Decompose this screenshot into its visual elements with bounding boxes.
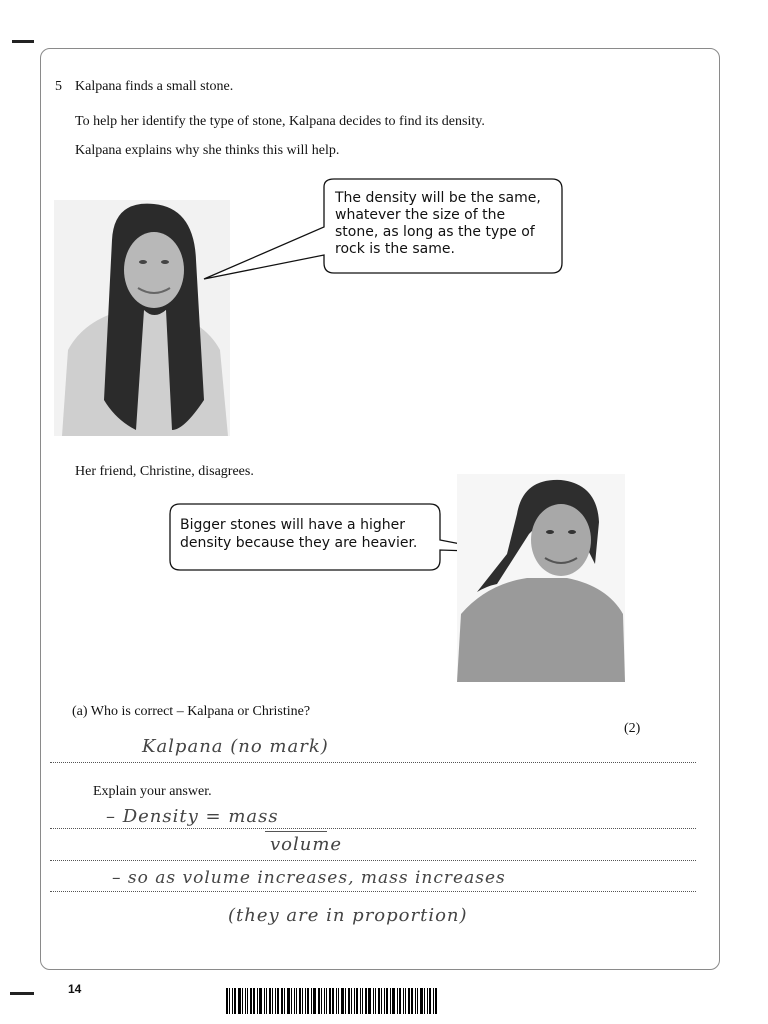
barcode-bar [281, 988, 283, 1014]
barcode-bar [299, 988, 301, 1014]
barcode-bar [354, 988, 355, 1014]
answer-line-1 [50, 762, 696, 763]
barcode-bar [381, 988, 382, 1014]
barcode-bar [424, 988, 425, 1014]
barcode-bar [408, 988, 410, 1014]
barcode-bar [356, 988, 358, 1014]
question-intro: Kalpana finds a small stone. [75, 79, 234, 94]
fraction-bar [265, 831, 327, 832]
barcode-bar [415, 988, 416, 1014]
barcode-bar [378, 988, 380, 1014]
margin-marker-bottom [10, 992, 34, 995]
barcode-bar [417, 988, 418, 1014]
barcode-bar [338, 988, 339, 1014]
handwritten-line-3: – so as volume increases, mass increases [112, 868, 506, 888]
barcode-bar [427, 988, 428, 1014]
barcode-bar [272, 988, 273, 1014]
question-number: 5 [55, 79, 62, 94]
answer-line-4 [50, 891, 696, 892]
barcode-bar [399, 988, 401, 1014]
barcode-bar [373, 988, 374, 1014]
explain-prompt: Explain your answer. [93, 784, 212, 799]
barcode-bar [266, 988, 267, 1014]
barcode-bar [368, 988, 371, 1014]
answer-line-2 [50, 828, 696, 829]
barcode-bar [362, 988, 363, 1014]
barcode-bar [250, 988, 252, 1014]
barcode-bar [348, 988, 350, 1014]
barcode-bar [329, 988, 331, 1014]
barcode [226, 988, 526, 1014]
barcode-bar [390, 988, 391, 1014]
barcode-bar [287, 988, 290, 1014]
barcode-bar [429, 988, 431, 1014]
barcode-bar [318, 988, 320, 1014]
barcode-bar [296, 988, 297, 1014]
barcode-bar [375, 988, 376, 1014]
barcode-bar [277, 988, 279, 1014]
question-line-2: To help her identify the type of stone, Kalpana decides to find its density. [75, 114, 485, 129]
marks-label: (2) [624, 721, 641, 736]
barcode-bar [386, 988, 388, 1014]
barcode-bar [257, 988, 258, 1014]
barcode-bar [403, 988, 404, 1014]
question-line-3: Kalpana explains why she thinks this will help. [75, 143, 340, 158]
christine-photo [457, 474, 625, 682]
barcode-bar [291, 988, 292, 1014]
page-number: 14 [68, 982, 82, 996]
barcode-bar [238, 988, 241, 1014]
barcode-bar [264, 988, 265, 1014]
barcode-bar [229, 988, 230, 1014]
barcode-bar [411, 988, 413, 1014]
friend-line: Her friend, Christine, disagrees. [75, 464, 254, 479]
barcode-bar [341, 988, 344, 1014]
answer-line-3 [50, 860, 696, 861]
barcode-bar [311, 988, 312, 1014]
barcode-bar [384, 988, 385, 1014]
barcode-bar [397, 988, 398, 1014]
barcode-bar [247, 988, 248, 1014]
handwritten-answer-1: Kalpana (no mark) [142, 736, 329, 757]
barcode-bar [435, 988, 437, 1014]
kalpana-bubble-line-2: whatever the size of the [335, 207, 506, 223]
barcode-bar [326, 988, 327, 1014]
christine-bubble-line-2: density because they are heavier. [180, 535, 418, 551]
margin-marker-top [12, 40, 34, 43]
barcode-bar [302, 988, 303, 1014]
handwritten-line-4: (they are in proportion) [228, 905, 468, 926]
barcode-bar [360, 988, 361, 1014]
barcode-bar [420, 988, 423, 1014]
kalpana-bubble-line-3: stone, as long as the type of [335, 224, 535, 240]
barcode-bar [351, 988, 352, 1014]
barcode-bar [332, 988, 334, 1014]
handwritten-density: – Density = mass [106, 806, 279, 827]
barcode-bar [305, 988, 306, 1014]
barcode-bar [294, 988, 295, 1014]
barcode-bar [365, 988, 367, 1014]
christine-bubble-line-1: Bigger stones will have a higher [180, 517, 405, 533]
barcode-bar [242, 988, 243, 1014]
barcode-bar [253, 988, 255, 1014]
barcode-bar [433, 988, 434, 1014]
barcode-bar [321, 988, 322, 1014]
barcode-bar [307, 988, 309, 1014]
kalpana-bubble-line-4: rock is the same. [335, 241, 455, 257]
barcode-bar [284, 988, 285, 1014]
kalpana-bubble-line-1: The density will be the same, [335, 190, 541, 206]
barcode-bar [405, 988, 406, 1014]
barcode-bar [245, 988, 246, 1014]
part-a-question: (a) Who is correct – Kalpana or Christine? [72, 704, 311, 719]
barcode-bar [226, 988, 228, 1014]
barcode-bar [259, 988, 262, 1014]
barcode-bar [345, 988, 346, 1014]
barcode-bar [269, 988, 271, 1014]
barcode-bar [336, 988, 337, 1014]
barcode-bar [313, 988, 316, 1014]
barcode-bar [392, 988, 395, 1014]
handwritten-volume: volume [270, 834, 343, 855]
barcode-bar [324, 988, 325, 1014]
barcode-bar [232, 988, 233, 1014]
barcode-bar [275, 988, 276, 1014]
barcode-bar [234, 988, 236, 1014]
